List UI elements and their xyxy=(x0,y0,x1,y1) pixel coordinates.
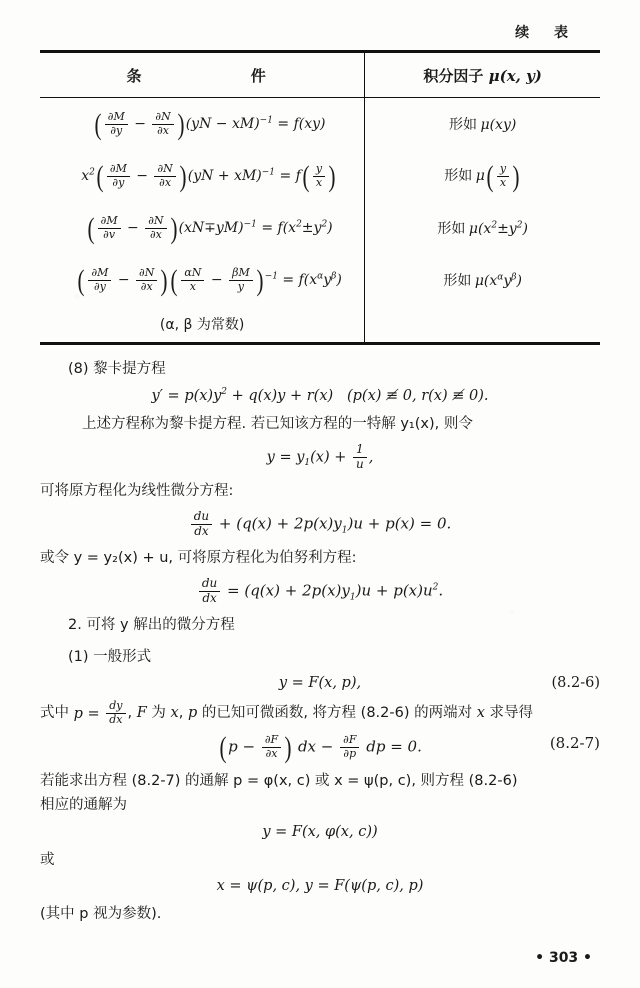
equation-substitution-1: $y = y_1(x)$ + $\frac{1}{u}$ , xyxy=(266,441,374,471)
paragraph-riccati: 上述方程称为黎卡提方程. 若已知该方程的一特解 y₁(x), 则令 xyxy=(82,416,473,433)
table-header-factor-label: 积分因子 μ(x, y) xyxy=(423,66,542,85)
table-cell-factor-3: 形如 $\mu(x^2\pm y^2)$ xyxy=(437,220,528,237)
equation-solution-1: y = F(x, φ(x, c)) xyxy=(262,823,378,840)
table-cell-condition-2: $x^2$( $\frac{\partial M}{\partial y}$ − $\frac{\partial N}{\partial x}$ ) (yN + xM)$^{-1}$ = f( $\frac{y}{x}$ ) xyxy=(40,150,365,202)
table-row xyxy=(40,202,600,254)
table-note-label: (α, β 为常数) xyxy=(159,317,245,333)
paragraph-note: (其中 p 视为参数). xyxy=(40,906,162,923)
table-row xyxy=(40,98,600,150)
table-row xyxy=(40,150,600,202)
equation-8-2-6: y = F(x, p), (8.2-6) xyxy=(278,675,600,692)
equation-8-2-7-tag: (8.2-7) xyxy=(549,733,600,752)
equation-solution-2: x = ψ(p, c), y = F(ψ(p, c), p) xyxy=(216,878,424,895)
table-note-row xyxy=(40,306,600,344)
integrating-factor-table xyxy=(40,50,600,345)
equation-linear: $\frac{du}{dx}$ + $(q(x) + 2p(x)y_1)u + p(x) = 0$. xyxy=(40,510,600,539)
equation-8-2-6-tag: (8.2-6) xyxy=(551,675,600,692)
paragraph-or: 或 xyxy=(40,851,55,868)
equation-bernoulli: $\frac{du}{dx}$ = $(q(x) + 2p(x)y_1)u + p(x)u^2$. xyxy=(40,577,600,606)
table-cell-factor-1: 形如 μ(xy) xyxy=(448,117,517,133)
table-header-factor xyxy=(365,53,600,98)
table-cell-condition-1: ( $\frac{\partial M}{\partial y}$ − $\frac{\partial N}{\partial x}$ ) (yN − xM)$^{-1}$ = f(xy) xyxy=(40,98,365,150)
paragraph-general-solution-2: 相应的通解为 xyxy=(40,797,127,814)
table-cell-condition-3: ( $\frac{\partial M}{\partial v}$ − $\frac{\partial N}{\partial x}$ ) $(xN\mp yM)^{-1} = f(x^2\pm y^2)$ xyxy=(40,202,365,254)
table-cell-factor-2: 形如 μ( $\frac{y}{x}$ ) xyxy=(444,159,520,193)
table-header-row xyxy=(40,53,600,98)
page-content xyxy=(40,22,600,926)
paragraph-bernoulli: 或令 y = y₂(x) + u, 可将原方程化为伯努利方程: xyxy=(40,550,357,567)
header-note: 续 表 xyxy=(515,25,578,41)
item8-title: (8) 黎卡提方程 xyxy=(68,361,166,377)
paragraph-general-solution: 若能求出方程 (8.2-7) 的通解 p = φ(x, c) 或 x = ψ(p, c), 则方程 (8.2-6) xyxy=(40,772,518,789)
table-header-condition xyxy=(40,53,365,98)
table-cell-factor-4: 形如 $\mu(x^\alpha y^\beta)$ xyxy=(443,272,522,289)
table-cell-condition-4: ( $\frac{\partial M}{\partial y}$ − $\frac{\partial N}{\partial x}$ ) ( $\frac{\alpha N}{x}$ − $\frac{\beta M}{y}$ ) $^{-1} = f(x^\alpha y^\beta)$ xyxy=(40,254,365,306)
equation-8-2-7: ( p − $\frac{\partial F}{\partial x}$ ) dx − $\frac{\partial F}{\partial p}$ dp = 0. (8.2-7) xyxy=(219,730,600,764)
page-number: • 303 • xyxy=(535,950,592,966)
paragraph-linear: 可将原方程化为线性微分方程: xyxy=(40,483,234,500)
section2-title: 2. 可将 y 解出的微分方程 xyxy=(68,617,235,634)
section2-item1: (1) 一般形式 xyxy=(68,648,152,665)
table-header-condition-label: 条 件 xyxy=(126,66,318,85)
table-note-cell xyxy=(40,306,365,344)
paragraph-where: 式中 p = $\frac{dy}{dx}$ , F 为 x, p 的已知可微函数, 将方程 (8.2-6) 的两端对 x 求导得 xyxy=(40,699,534,727)
table-row xyxy=(40,254,600,306)
table-note-empty xyxy=(365,306,600,344)
equation-riccati: $y' = p(x)y^2 + q(x)y + r(x)$ (p(x) ≢ 0, r(x) ≢ 0). xyxy=(151,387,489,405)
